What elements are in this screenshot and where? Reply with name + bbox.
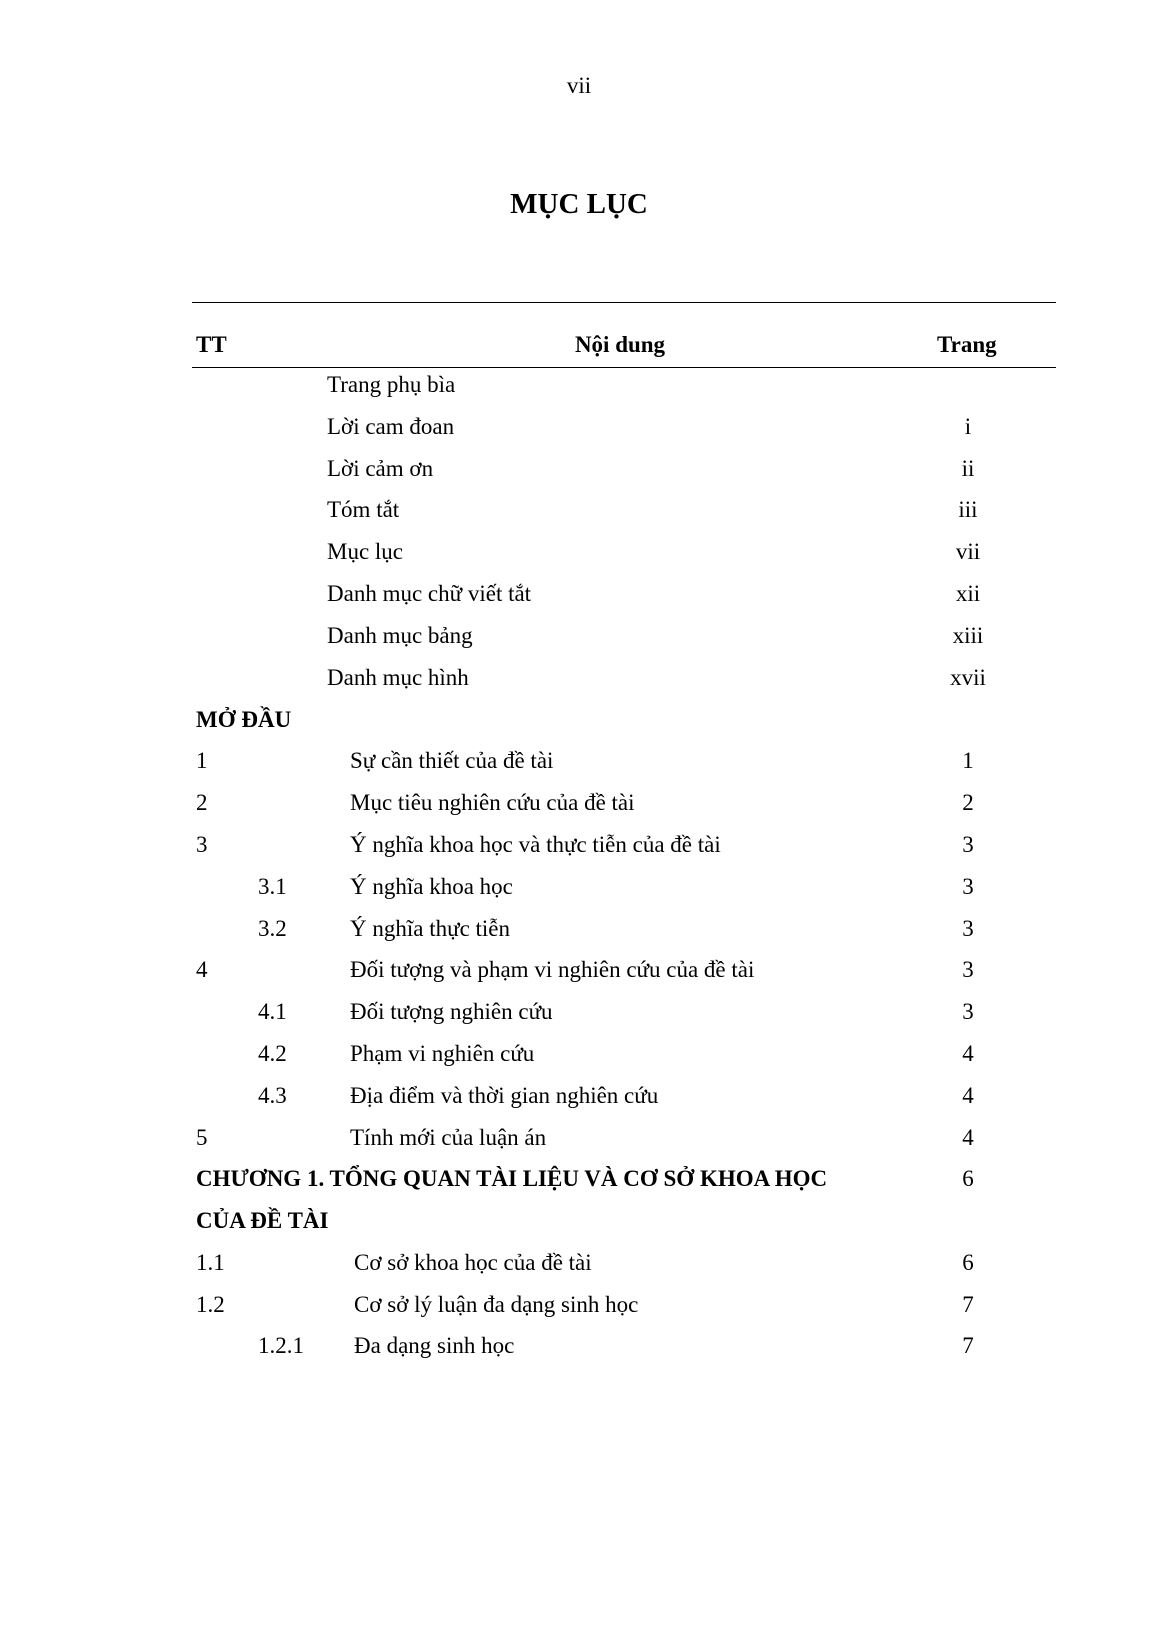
toc-entry-number: 1.1 [196,1250,225,1275]
header-tt: TT [196,332,227,357]
toc-entry-page: ii [961,456,975,481]
toc-entry-page: iii [958,497,978,522]
toc-entry-text: Lời cam đoan [327,414,455,439]
toc-entry-page: 3 [962,957,974,982]
toc-entry-number: 2 [196,790,208,815]
toc-entry-page: 1 [962,748,974,773]
page-number: vii [566,73,592,98]
toc-entry-number: 4.1 [258,999,287,1024]
toc-entry-page: 4 [962,1083,974,1108]
page-title: MỤC LỤC [510,188,648,220]
section-heading-intro: MỞ ĐẦU [196,707,292,732]
toc-entry-text: Danh mục chữ viết tắt [327,581,532,606]
toc-entry-number: 1 [196,748,208,773]
toc-entry-page: i [964,414,972,439]
toc-entry-text: Lời cảm ơn [327,456,434,481]
toc-entry-text: Phạm vi nghiên cứu [350,1041,535,1066]
toc-entry-page: xvii [950,665,986,690]
chapter-heading: CHƯƠNG 1. TỔNG QUAN TÀI LIỆU VÀ CƠ SỞ KHOA HỌC [196,1166,828,1191]
toc-entry-text: Tính mới của luận án [350,1125,547,1150]
toc-entry-text: Sự cần thiết của đề tài [350,748,554,773]
chapter-heading-cont: CỦA ĐỀ TÀI [196,1208,329,1233]
toc-entry-text: Ý nghĩa khoa học và thực tiễn của đề tài [350,832,721,857]
toc-entry-text: Địa điểm và thời gian nghiên cứu [350,1083,659,1108]
toc-entry-text: Ý nghĩa thực tiễn [350,916,511,941]
toc-entry-text: Tóm tắt [327,497,400,522]
toc-entry-text: Cơ sở khoa học của đề tài [354,1250,592,1275]
toc-entry-page: 7 [962,1292,974,1317]
toc-entry-number: 3.1 [258,874,287,899]
toc-entry-text: Trang phụ bìa [327,372,456,397]
toc-entry-page: vii [955,539,981,564]
toc-entry-page: 3 [962,874,974,899]
toc-entry-number: 4.3 [258,1083,287,1108]
toc-entry-number: 1.2.1 [258,1333,304,1358]
toc-entry-page: 2 [962,790,974,815]
toc-entry-page: 3 [962,999,974,1024]
header-bottom-rule [192,367,1056,368]
toc-entry-page: 3 [962,832,974,857]
toc-entry-number: 4 [196,957,208,982]
chapter-page: 6 [962,1166,974,1191]
header-content: Nội dung [574,332,666,357]
toc-entry-page: xiii [952,623,984,648]
toc-entry-page: 3 [962,916,974,941]
toc-entry-number: 5 [196,1125,208,1150]
toc-entry-text: Đối tượng và phạm vi nghiên cứu của đề tài [350,957,755,982]
toc-entry-text: Ý nghĩa khoa học [350,874,513,899]
toc-entry-number: 1.2 [196,1292,225,1317]
table-top-rule [192,302,1056,303]
toc-entry-text: Mục lục [327,539,404,564]
toc-entry-page: 4 [962,1041,974,1066]
toc-entry-page: xii [955,581,981,606]
toc-entry-text: Đối tượng nghiên cứu [350,999,553,1024]
toc-entry-text: Danh mục hình [327,665,469,690]
toc-entry-number: 4.2 [258,1041,287,1066]
header-page: Trang [937,332,997,357]
toc-entry-page: 4 [962,1125,974,1150]
toc-entry-page: 7 [962,1333,974,1358]
toc-entry-text: Cơ sở lý luận đa dạng sinh học [354,1292,639,1317]
toc-entry-text: Danh mục bảng [327,623,473,648]
toc-entry-number: 3 [196,832,208,857]
toc-entry-text: Mục tiêu nghiên cứu của đề tài [350,790,635,815]
toc-entry-number: 3.2 [258,916,287,941]
toc-entry-page: 6 [962,1250,974,1275]
toc-entry-text: Đa dạng sinh học [354,1333,515,1358]
